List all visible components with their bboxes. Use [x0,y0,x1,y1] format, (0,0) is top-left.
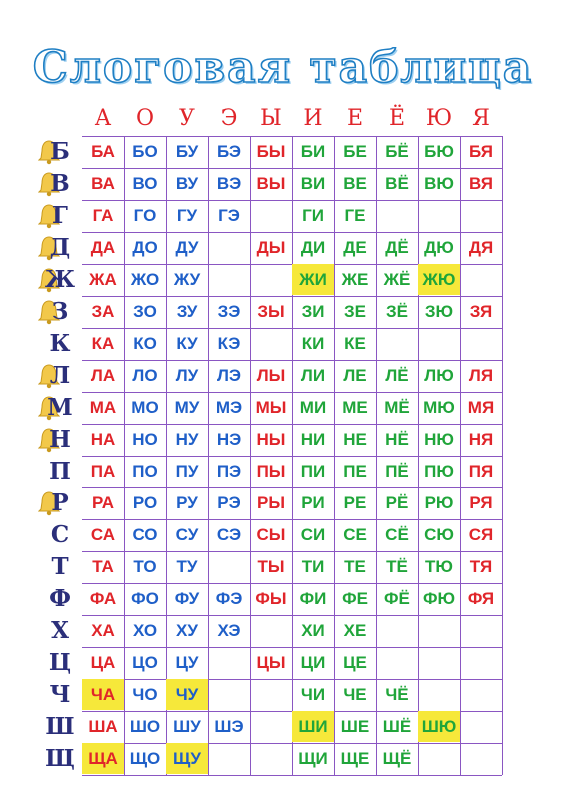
syllable-cell: ТИ [301,557,325,576]
syllable-cell: ШЕ [340,717,370,736]
syllable-cell: ФЁ [384,589,410,608]
syllable-cell: ГУ [176,206,198,225]
syllable-cell: ХЕ [343,621,367,640]
syllable-cell: ВЕ [343,174,367,193]
consonant-label [38,296,78,327]
syllable-cell: ТУ [176,557,198,576]
vowel-header: И [303,106,323,131]
syllable-cell: ТЕ [344,557,366,576]
consonant-letter: Ш [45,713,75,740]
syllable-cell: ЩЁ [382,749,412,768]
syllable-cell: ЦЫ [256,653,286,672]
consonant-letter: К [49,330,71,357]
syllable-cell: ХЭ [217,621,241,640]
syllable-cell: ЧА [82,679,124,710]
syllable-cell: ПИ [300,462,326,481]
syllable-cell: ГИ [302,206,324,225]
syllable-cell: НЕ [343,430,367,449]
vowel-header: Ё [388,106,406,131]
syllable-cell: ТЁ [386,557,408,576]
syllable-cell: ВЭ [216,174,242,193]
syllable-cell: КЕ [344,334,366,353]
syllable-cell: МЕ [342,398,368,417]
consonant-letter: С [50,521,70,548]
syllable-cell: РУ [176,493,198,512]
syllable-cell [250,615,292,646]
consonant-label [38,328,78,359]
syllable-cell: БО [132,142,158,161]
syllable-cell: ЧУ [166,679,208,710]
syllable-cell: КО [133,334,157,353]
syllable-cell: ГА [92,206,114,225]
syllable-cell: ВЁ [385,174,409,193]
syllable-cell: ЖА [89,270,117,289]
syllable-cell: ПЕ [343,462,367,481]
grid-line [82,775,502,776]
syllable-cell: ДИ [300,238,326,257]
syllable-cell [418,743,460,774]
syllable-cell: ЖЮ [418,264,460,295]
consonant-letter: Л [49,362,71,389]
syllable-cell: ЦЕ [343,653,367,672]
syllable-cell [376,615,418,646]
syllable-cell: БИ [300,142,326,161]
syllable-cell [418,647,460,678]
consonant-label [38,200,78,231]
consonant-letter: Н [49,426,71,453]
consonant-letter: Т [51,553,69,580]
syllable-cell: ВЫ [256,174,286,193]
syllable-cell: ФЭ [215,589,243,608]
syllable-cell [250,711,292,742]
vowel-header: Ы [260,106,282,131]
syllable-cell [208,264,250,295]
syllable-cell: ЛЕ [343,366,367,385]
syllable-cell: МИ [299,398,327,417]
syllable-cell: ДО [132,238,158,257]
syllable-cell: МЫ [255,398,287,417]
syllable-cell: ЛИ [300,366,326,385]
syllable-cell: СО [132,525,158,544]
syllable-cell: ЗЁ [385,302,409,321]
syllable-cell: БЕ [343,142,367,161]
syllable-cell: СЮ [424,525,454,544]
syllable-cell [460,264,502,295]
syllable-cell: ФИ [299,589,327,608]
consonant-label [38,487,78,518]
consonant-letter: Д [49,234,71,261]
syllable-cell: ЩУ [166,743,208,774]
syllable-cell: ЩО [129,749,161,768]
syllable-cell: ВО [132,174,158,193]
syllable-cell: ЛА [90,366,116,385]
syllable-cell: СУ [175,525,199,544]
consonant-label [38,679,78,710]
syllable-cell: ЛЁ [385,366,409,385]
syllable-cell: ПА [90,462,116,481]
consonant-label [38,168,78,199]
syllable-cell: ТЮ [425,557,453,576]
syllable-cell [250,679,292,710]
consonant-letter: Щ [45,745,75,772]
syllable-cell: МЁ [384,398,410,417]
syllable-cell [460,328,502,359]
syllable-cell: ЧЁ [385,685,409,704]
syllable-cell: МЭ [215,398,243,417]
syllable-cell [250,328,292,359]
syllable-cell [418,615,460,646]
consonant-label [38,136,78,167]
consonant-label [38,615,78,646]
syllable-cell: БЮ [424,142,454,161]
syllable-cell: ПУ [175,462,199,481]
syllable-cell: РО [132,493,158,512]
syllable-cell: ШЁ [382,717,412,736]
consonant-letter: М [47,394,73,421]
syllable-cell [208,232,250,263]
vowel-header: Е [346,106,364,131]
syllable-cell: ЦУ [175,653,199,672]
syllable-cell: ФЮ [422,589,456,608]
syllable-cell: ПЁ [385,462,409,481]
syllable-cell: МУ [174,398,200,417]
vowel-header: У [179,106,195,131]
syllable-cell: НЫ [256,430,286,449]
syllable-cell: ТА [92,557,114,576]
syllable-cell: ЧИ [300,685,326,704]
consonant-label [38,232,78,263]
consonant-letter: Б [50,138,70,165]
syllable-cell: РЮ [424,493,454,512]
syllable-cell: ЩЕ [340,749,370,768]
syllable-cell [418,328,460,359]
syllable-cell [376,328,418,359]
syllable-cell: ФЫ [255,589,287,608]
syllable-cell: НЭ [216,430,242,449]
syllable-cell: ЛЮ [424,366,454,385]
syllable-cell: ДА [90,238,116,257]
syllable-cell: ПО [132,462,158,481]
syllable-cell: ШУ [173,717,201,736]
syllable-cell [250,264,292,295]
syllable-cell [208,647,250,678]
syllable-cell: СИ [300,525,326,544]
syllable-cell: РИ [301,493,325,512]
page-title: Слоговая таблица [32,42,534,93]
vowel-header: Э [220,106,238,131]
syllable-cell: ПЯ [468,462,494,481]
syllable-cell: БУ [175,142,199,161]
consonant-label [38,551,78,582]
syllable-cell: СЁ [385,525,409,544]
syllable-cell: МО [131,398,159,417]
syllable-cell [376,200,418,231]
syllable-cell: ГЕ [344,206,366,225]
syllable-cell: ЗЕ [344,302,366,321]
syllable-cell: НЁ [385,430,409,449]
consonant-label [38,392,78,423]
syllable-cell: ПЫ [256,462,286,481]
syllable-cell: ЗИ [301,302,325,321]
syllable-cell: ХИ [301,621,325,640]
consonant-letter: П [49,458,71,485]
syllable-cell [418,679,460,710]
syllable-cell: ГЭ [218,206,240,225]
syllable-cell: СЕ [343,525,367,544]
grid-line [502,136,503,775]
syllable-cell: ЖУ [173,270,201,289]
syllable-cell: ВА [91,174,115,193]
consonant-letter: Ц [48,649,72,676]
syllable-cell: ЗЯ [469,302,493,321]
syllable-cell: ФУ [174,589,200,608]
syllable-cell: ХУ [176,621,198,640]
syllable-cell: ХА [91,621,115,640]
syllable-cell [460,615,502,646]
syllable-cell: КУ [176,334,198,353]
syllable-cell: ВИ [300,174,326,193]
syllable-cell: ЛЭ [216,366,242,385]
syllable-cell: ЦИ [300,653,326,672]
syllable-cell [250,743,292,774]
consonant-label [38,264,78,295]
syllable-cell: СА [90,525,116,544]
syllable-cell: ЖО [130,270,160,289]
syllable-cell: ДУ [175,238,199,257]
syllable-cell: ЗЭ [217,302,241,321]
syllable-cell: ТЯ [469,557,493,576]
syllable-cell: ДЕ [343,238,367,257]
syllable-cell: НЮ [424,430,454,449]
syllable-cell [208,551,250,582]
syllable-cell: НИ [300,430,326,449]
consonant-letter: Ч [49,681,71,708]
syllable-cell [376,647,418,678]
syllable-cell: ЛЫ [256,366,286,385]
syllable-cell: ТО [133,557,157,576]
syllable-cell: СЫ [256,525,286,544]
syllable-cell: ЖИ [292,264,334,295]
syllable-cell: НО [132,430,158,449]
syllable-cell: ЧЕ [343,685,367,704]
syllable-cell: ХО [132,621,158,640]
syllable-cell: КА [91,334,115,353]
syllable-cell: БЫ [256,142,286,161]
syllable-cell: ШО [129,717,161,736]
syllable-cell: РА [91,493,115,512]
syllable-cell: ЖЕ [341,270,369,289]
syllable-cell: СЭ [216,525,242,544]
consonant-letter: Р [51,489,69,516]
syllable-cell [208,679,250,710]
syllable-cell: ТЫ [257,557,285,576]
consonant-letter: Ф [49,585,71,612]
vowel-header: Ю [425,106,453,131]
consonant-letter: З [51,298,69,325]
syllable-cell: КЭ [217,334,241,353]
consonant-label [38,456,78,487]
syllable-cell: ЖЁ [383,270,411,289]
syllable-cell: БА [91,142,115,161]
vowel-header: Я [472,106,490,131]
syllable-cell: ЛУ [175,366,199,385]
syllable-cell: ШИ [292,711,334,742]
syllable-cell: ЩИ [298,749,328,768]
syllable-cell: РЕ [343,493,367,512]
syllable-cell: РЯ [469,493,493,512]
syllable-cell [460,647,502,678]
syllable-cell: ШЭ [214,717,244,736]
syllable-cell: ЗА [91,302,115,321]
syllable-cell: ЩА [82,743,124,774]
syllable-cell: ФА [89,589,117,608]
syllable-cell: ВЯ [468,174,494,193]
syllable-cell: ДЫ [256,238,286,257]
syllable-cell: ША [88,717,118,736]
syllable-cell: НА [90,430,116,449]
consonant-label [38,647,78,678]
syllable-cell: ШЮ [418,711,460,742]
syllable-cell: ПЮ [424,462,454,481]
syllable-cell: НЯ [468,430,494,449]
vowel-header: А [94,106,112,131]
consonant-letter: Г [52,202,68,229]
syllable-cell: ЗО [133,302,157,321]
syllable-cell: ЦО [132,653,158,672]
syllable-cell: ГО [133,206,157,225]
syllable-cell: МА [89,398,117,417]
syllable-cell: ФЕ [342,589,368,608]
consonant-label [38,360,78,391]
consonant-label [38,743,78,774]
syllable-cell: РЫ [257,493,285,512]
consonant-letter: Х [51,617,69,644]
syllable-cell [250,200,292,231]
syllable-cell: КИ [301,334,325,353]
syllable-cell: ЗЮ [424,302,454,321]
syllable-cell: ПЭ [216,462,242,481]
syllable-cell: МЯ [467,398,495,417]
syllable-cell: РЭ [217,493,241,512]
consonant-label [38,519,78,550]
syllable-cell: ДЮ [424,238,454,257]
consonant-label [38,583,78,614]
syllable-cell: ДЯ [468,238,494,257]
syllable-cell: ФО [131,589,159,608]
syllable-cell: ФЯ [467,589,495,608]
syllable-cell [460,679,502,710]
syllable-cell [460,711,502,742]
syllable-cell: ЧО [132,685,158,704]
syllable-cell [460,743,502,774]
syllable-cell: НУ [175,430,199,449]
consonant-label [38,424,78,455]
syllable-cell: СЯ [468,525,494,544]
syllable-cell: ЛЯ [468,366,494,385]
syllable-cell: БЯ [468,142,493,161]
consonant-label [38,711,78,742]
syllable-cell: ДЁ [385,238,409,257]
syllable-cell: ЛО [132,366,158,385]
syllable-cell: ЗУ [176,302,198,321]
vowel-header: О [135,106,155,131]
syllable-cell [418,200,460,231]
syllable-cell: БЭ [217,142,241,161]
syllable-cell [208,743,250,774]
syllable-cell: РЁ [385,493,409,512]
syllable-cell: ЦА [90,653,116,672]
syllable-cell: МЮ [423,398,455,417]
syllable-cell: ВЮ [424,174,454,193]
syllable-cell: ЗЫ [257,302,285,321]
syllable-cell [460,200,502,231]
consonant-letter: В [50,170,70,197]
syllable-cell: БЁ [385,142,409,161]
consonant-letter: Ж [44,266,76,293]
syllable-cell: ВУ [175,174,199,193]
